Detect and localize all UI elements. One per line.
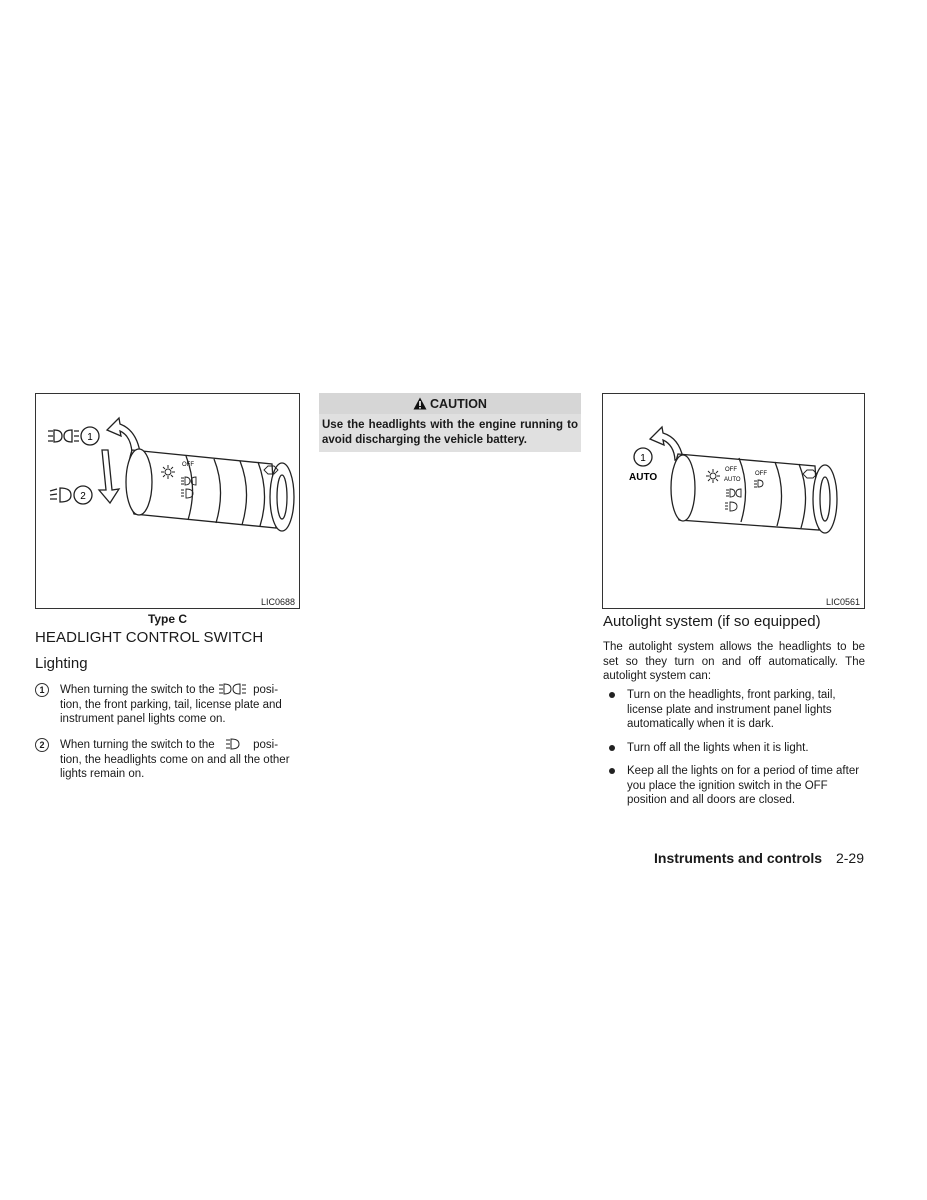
switch-auto-label: AUTO <box>724 477 741 483</box>
page-number: 2-29 <box>835 850 864 866</box>
headlight-icon <box>50 488 71 502</box>
list-item: Turn off all the lights when it is light. <box>603 741 865 756</box>
caution-heading: CAUTION <box>430 396 487 411</box>
bullet-icon <box>609 768 615 774</box>
switch-off-label: OFF <box>725 467 737 473</box>
step-2-number: 2 <box>35 738 49 752</box>
parking-light-inline-icon <box>218 683 250 695</box>
parking-light-icon <box>48 430 79 442</box>
switch-off-label: OFF <box>182 462 194 468</box>
step-1-marker: 1 <box>87 432 93 443</box>
bullet-icon <box>609 692 615 698</box>
autolight-switch-illustration <box>603 394 864 608</box>
subsection-title: Lighting <box>35 655 88 672</box>
step-2-text-before: When turning the switch to the <box>60 739 215 751</box>
list-item: Turn on the headlights, front parking, tail, license plate and instrument panel lights automatically when it is dark. <box>603 688 865 732</box>
auto-step-marker: 1 <box>640 453 646 464</box>
auto-position-label: AUTO <box>629 472 658 483</box>
page-footer <box>654 850 864 866</box>
pull-down-arrow-icon <box>99 450 119 503</box>
warning-triangle-icon <box>413 397 427 410</box>
step-2-text-after: posi-tion, the headlights come on and all the other lights remain on. <box>60 739 290 780</box>
step-2-marker: 2 <box>80 491 86 502</box>
step-2 <box>35 738 300 783</box>
step-1-number: 1 <box>35 683 49 697</box>
step-1 <box>35 683 300 728</box>
step-1-text-before: When turning the switch to the <box>60 684 215 696</box>
switch-stalk <box>126 449 294 531</box>
autolight-capabilities-list <box>603 688 865 817</box>
figure-headlight-switch-type-c <box>35 393 300 609</box>
caution-text: Use the headlights with the engine running to avoid discharging the vehicle battery. <box>319 414 581 452</box>
section-title: HEADLIGHT CONTROL SWITCH <box>35 629 264 646</box>
figure-code: LIC0561 <box>825 597 860 607</box>
headlight-switch-illustration <box>36 394 299 608</box>
footer-section-title: Instruments and controls <box>654 850 823 866</box>
caution-header <box>319 393 581 414</box>
rotate-arrow-icon <box>107 418 140 453</box>
list-item: Keep all the lights on for a period of time after you place the ignition switch in the OFF position and all doors are closed. <box>603 764 865 808</box>
fog-off-label: OFF <box>755 471 767 477</box>
autolight-intro: The autolight system allows the headlights to be set so they turn on and off automatically. The autolight system can: <box>603 641 865 682</box>
step-1-text-after: posi-tion, the front parking, tail, license plate and instrument panel lights come on. <box>60 684 282 725</box>
figure-caption: Type C <box>147 612 188 626</box>
switch-stalk <box>671 454 837 533</box>
figure-autolight-switch <box>602 393 865 609</box>
headlight-inline-icon <box>218 738 250 750</box>
figure-code: LIC0688 <box>260 597 295 607</box>
bullet-icon <box>609 745 615 751</box>
autolight-title: Autolight system (if so equipped) <box>603 613 821 630</box>
caution-box <box>319 393 581 452</box>
